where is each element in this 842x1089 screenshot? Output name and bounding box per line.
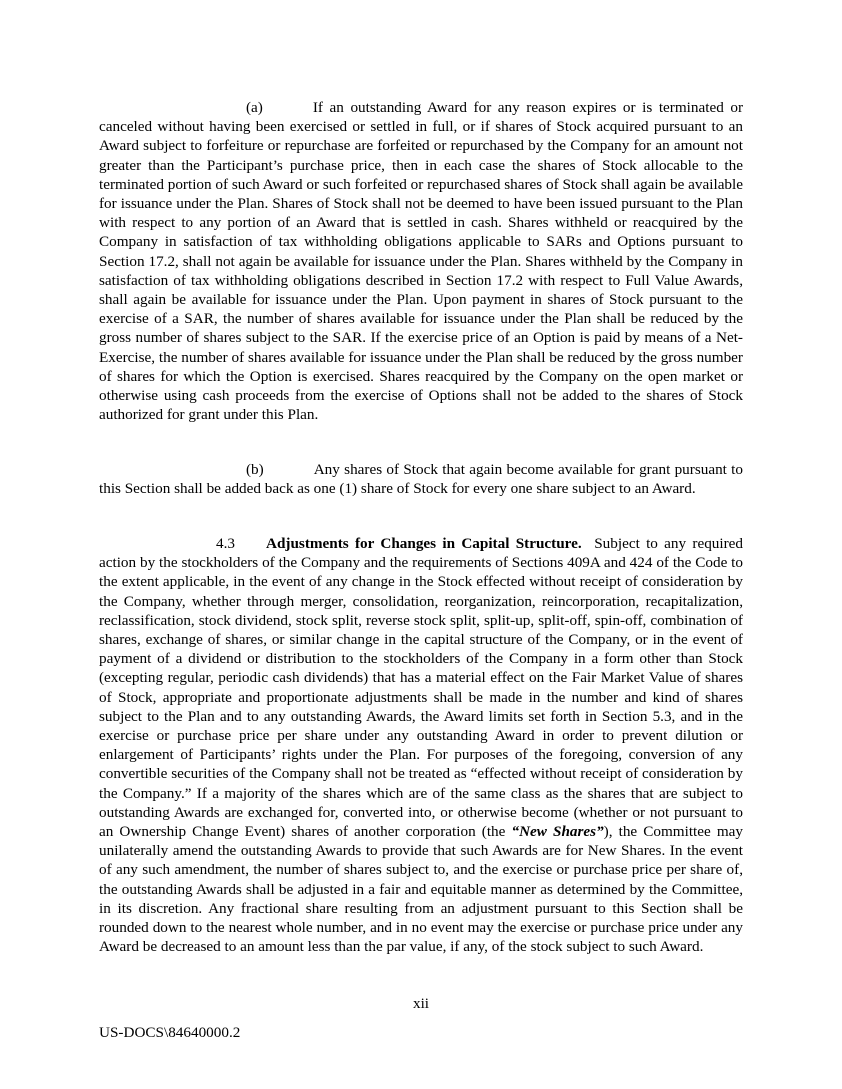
section-heading: Adjustments for Changes in Capital Structure. [265,535,582,552]
paragraph-a-label: (a) [246,99,263,116]
paragraph-a-text: If an outstanding Award for any reason expires or is terminated or canceled without having been exercised or settled in full, or if shares of Stock acquired pursuant to an Award subject to forfeiture or repurchase are forfeited or repurchased by the Company for an amount not greater than the Participant’s purchase price, then in each case the shares of Stock allocable to the terminated portion of such Award or such forfeited or repurchased shares of Stock shall again be available for issuance under the Plan. Shares of Stock shall not be deemed to have been issued pursuant to the Plan with respect to any portion of an Award that is settled in cash. Shares withheld or reacquired by the Company in satisfaction of tax withholding obligations applicable to SARs and Options pursuant to Section 17.2, shall not again be available for issuance under the Plan. Shares withheld by the Company in satisfaction of tax withholding obligations described in Section 17.2 with respect to Full Value Awards, shall again be available for issuance under the Plan. Upon payment in shares of Stock pursuant to the exercise of a SAR, the number of shares available for issuance under the Plan shall be reduced by the gross number of shares subject to the SAR. If the exercise price of an Option is paid by means of a Net-Exercise, the number of shares available for issuance under the Plan shall be reduced by the gross number of shares for which the Option is exercised. Shares reacquired by the Company on the open market or otherwise using cash proceeds from the exercise of Options shall not be added to the shares of Stock authorized for grant under this Plan. [99,99,743,424]
document-id: US-DOCS\84640000.2 [99,1024,241,1041]
paragraph-b-text: Any shares of Stock that again become available for grant pursuant to this Section shall be added back as one (1) share of Stock for every one share subject to an Award. [99,461,743,498]
section-number: 4.3 [216,535,235,552]
section-text-after: ), the Committee may unilaterally amend the outstanding Awards to provide that such Awards are for New Shares. In the event of any such amendment, the number of shares subject to, and the exercise or purchase price per share of, the outstanding Awards shall be adjusted in a fair and equitable manner as determined by the Committee, in its discretion. Any fractional share resulting from an adjustment pursuant to this Section shall be rounded down to the nearest whole number, and in no event may the exercise or purchase price under any Award be decreased to an amount less than the par value, if any, of the stock subject to such Award. [99,823,744,956]
section-4-3 [99,534,743,956]
paragraph-b-label: (b) [246,461,264,478]
page-number: xii [412,995,430,1012]
paragraph-b [99,460,743,498]
defined-term-new-shares: “New Shares” [511,823,604,841]
section-text-before: Subject to any required action by the stockholders of the Company and the requirements of Sections 409A and 424 of the Code to the extent applicable, in the event of any change in the Stock effected without receipt of consideration by the Company, whether through merger, consolidation, reorganization, reincorporation, recapitalization, reclassification, stock dividend, stock split, reverse stock split, split-up, split-off, spin-off, combination of shares, exchange of shares, or similar change in the capital structure of the Company, or in the event of payment of a dividend or distribution to the stockholders of the Company in a form other than Stock (excepting regular, periodic cash dividends) that has a material effect on the Fair Market Value of shares of Stock, appropriate and proportionate adjustments shall be made in the number and kind of shares subject to the Plan and to any outstanding Awards, the Award limits set forth in Section 5.3, and in the exercise or purchase price per share under any outstanding Award in order to prevent dilution or enlargement of Participants’ rights under the Plan. For purposes of the foregoing, conversion of any convertible securities of the Company shall not be treated as “effected without receipt of consideration by the Company.” If a majority of the shares which are of the same class as the shares that are subject to outstanding Awards are exchanged for, converted into, or otherwise become (whether or not pursuant to an Ownership Change Event) shares of another corporation (the [99,535,743,841]
paragraph-a [99,98,743,424]
